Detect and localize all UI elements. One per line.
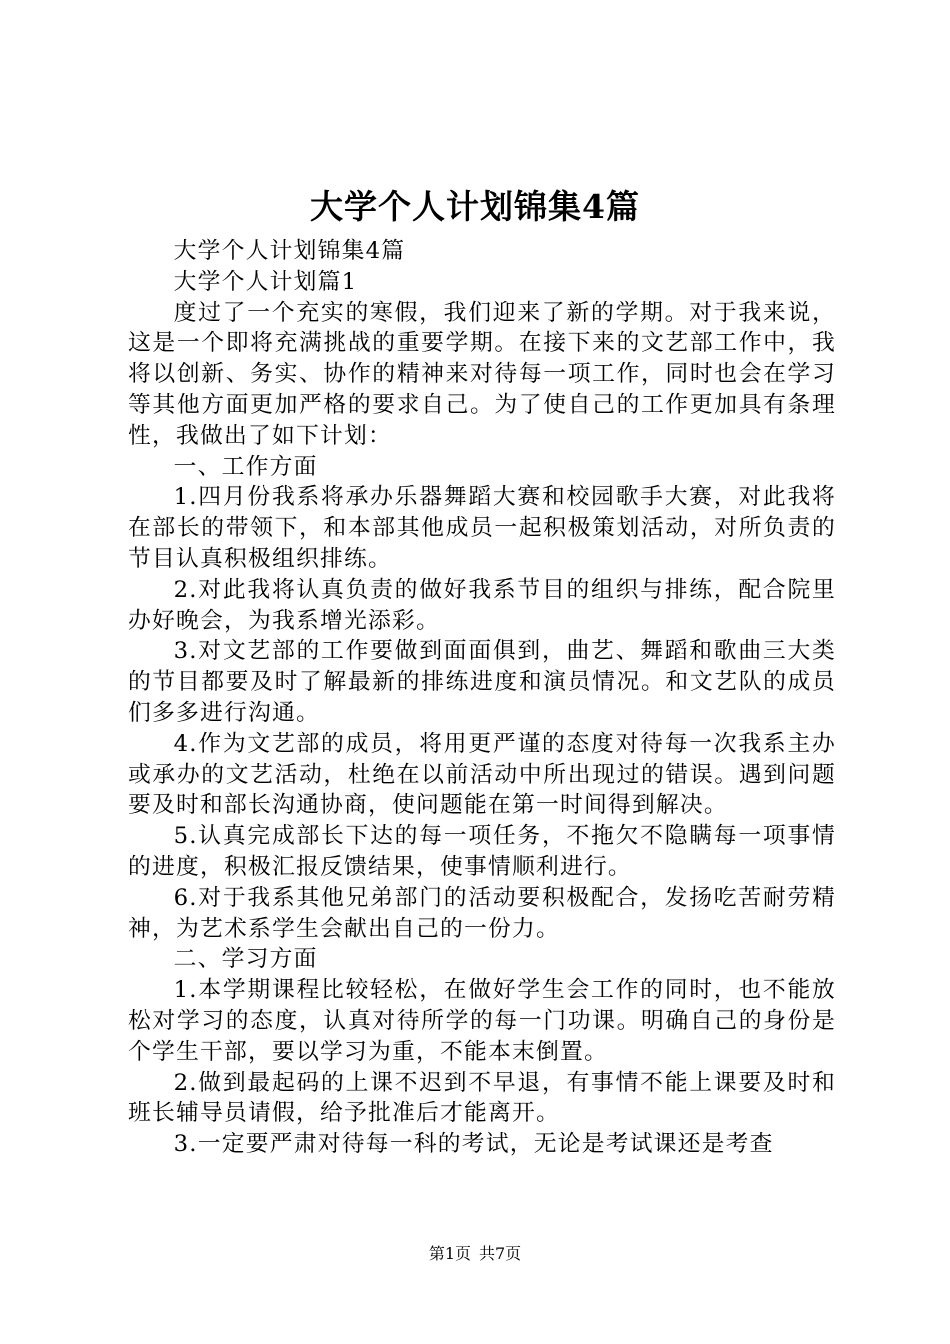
work-item-3: 3.对文艺部的工作要做到面面俱到，曲艺、舞蹈和歌曲三大类的节目都要及时了解最新的排练进度和演员情况。和文艺队的成员们多多进行沟通。: [128, 638, 836, 726]
page-total: 共7页: [479, 1244, 522, 1263]
document-body: [128, 236, 836, 1160]
work-item-2: 2.对此我将认真负责的做好我系节目的组织与排练，配合院里办好晚会，为我系增光添彩。: [128, 576, 836, 634]
document-title: 大学个人计划锦集4篇: [310, 187, 640, 226]
page-footer: [0, 1243, 950, 1265]
work-item-1: 1.四月份我系将承办乐器舞蹈大赛和校园歌手大赛，对此我将在部长的带领下，和本部其他成员一起积极策划活动，对所负责的节目认真积极组织排练。: [128, 484, 836, 572]
paragraph-intro: 度过了一个充实的寒假，我们迎来了新的学期。对于我来说，这是一个即将充满挑战的重要学期。在接下来的文艺部工作中，我将以创新、务实、协作的精神来对待每一项工作，同时也会在学习等其他方面更加严格的要求自己。为了使自己的工作更加具有条理性，我做出了如下计划：: [128, 299, 836, 449]
page-number: 第1页: [428, 1244, 471, 1263]
heading-work: 一、工作方面: [173, 453, 318, 480]
paragraph-subtitle: 大学个人计划锦集4篇: [173, 238, 406, 264]
study-item-2: 2.做到最起码的上课不迟到不早退，有事情不能上课要及时和班长辅导员请假，给予批准后才能离开。: [128, 1069, 836, 1127]
study-item-1: 1.本学期课程比较轻松，在做好学生会工作的同时，也不能放松对学习的态度，认真对待所学的每一门功课。明确自己的身份是个学生干部，要以学习为重，不能本末倒置。: [128, 977, 836, 1065]
paragraph-section-heading: 大学个人计划篇1: [173, 268, 358, 295]
study-item-3: 3.一定要严肃对待每一科的考试，无论是考试课还是考查: [173, 1131, 774, 1158]
work-item-5: 5.认真完成部长下达的每一项任务，不拖欠不隐瞒每一项事情的进度，积极汇报反馈结果，使事情顺利进行。: [128, 823, 836, 880]
work-item-6: 6.对于我系其他兄弟部门的活动要积极配合，发扬吃苦耐劳精神，为艺术系学生会献出自己的一份力。: [128, 884, 836, 942]
heading-study: 二、学习方面: [173, 946, 318, 973]
work-item-4: 4.作为文艺部的成员，将用更严谨的态度对待每一次我系主办或承办的文艺活动，杜绝在以前活动中所出现过的错误。遇到问题要及时和部长沟通协商，使问题能在第一时间得到解决。: [128, 730, 836, 819]
